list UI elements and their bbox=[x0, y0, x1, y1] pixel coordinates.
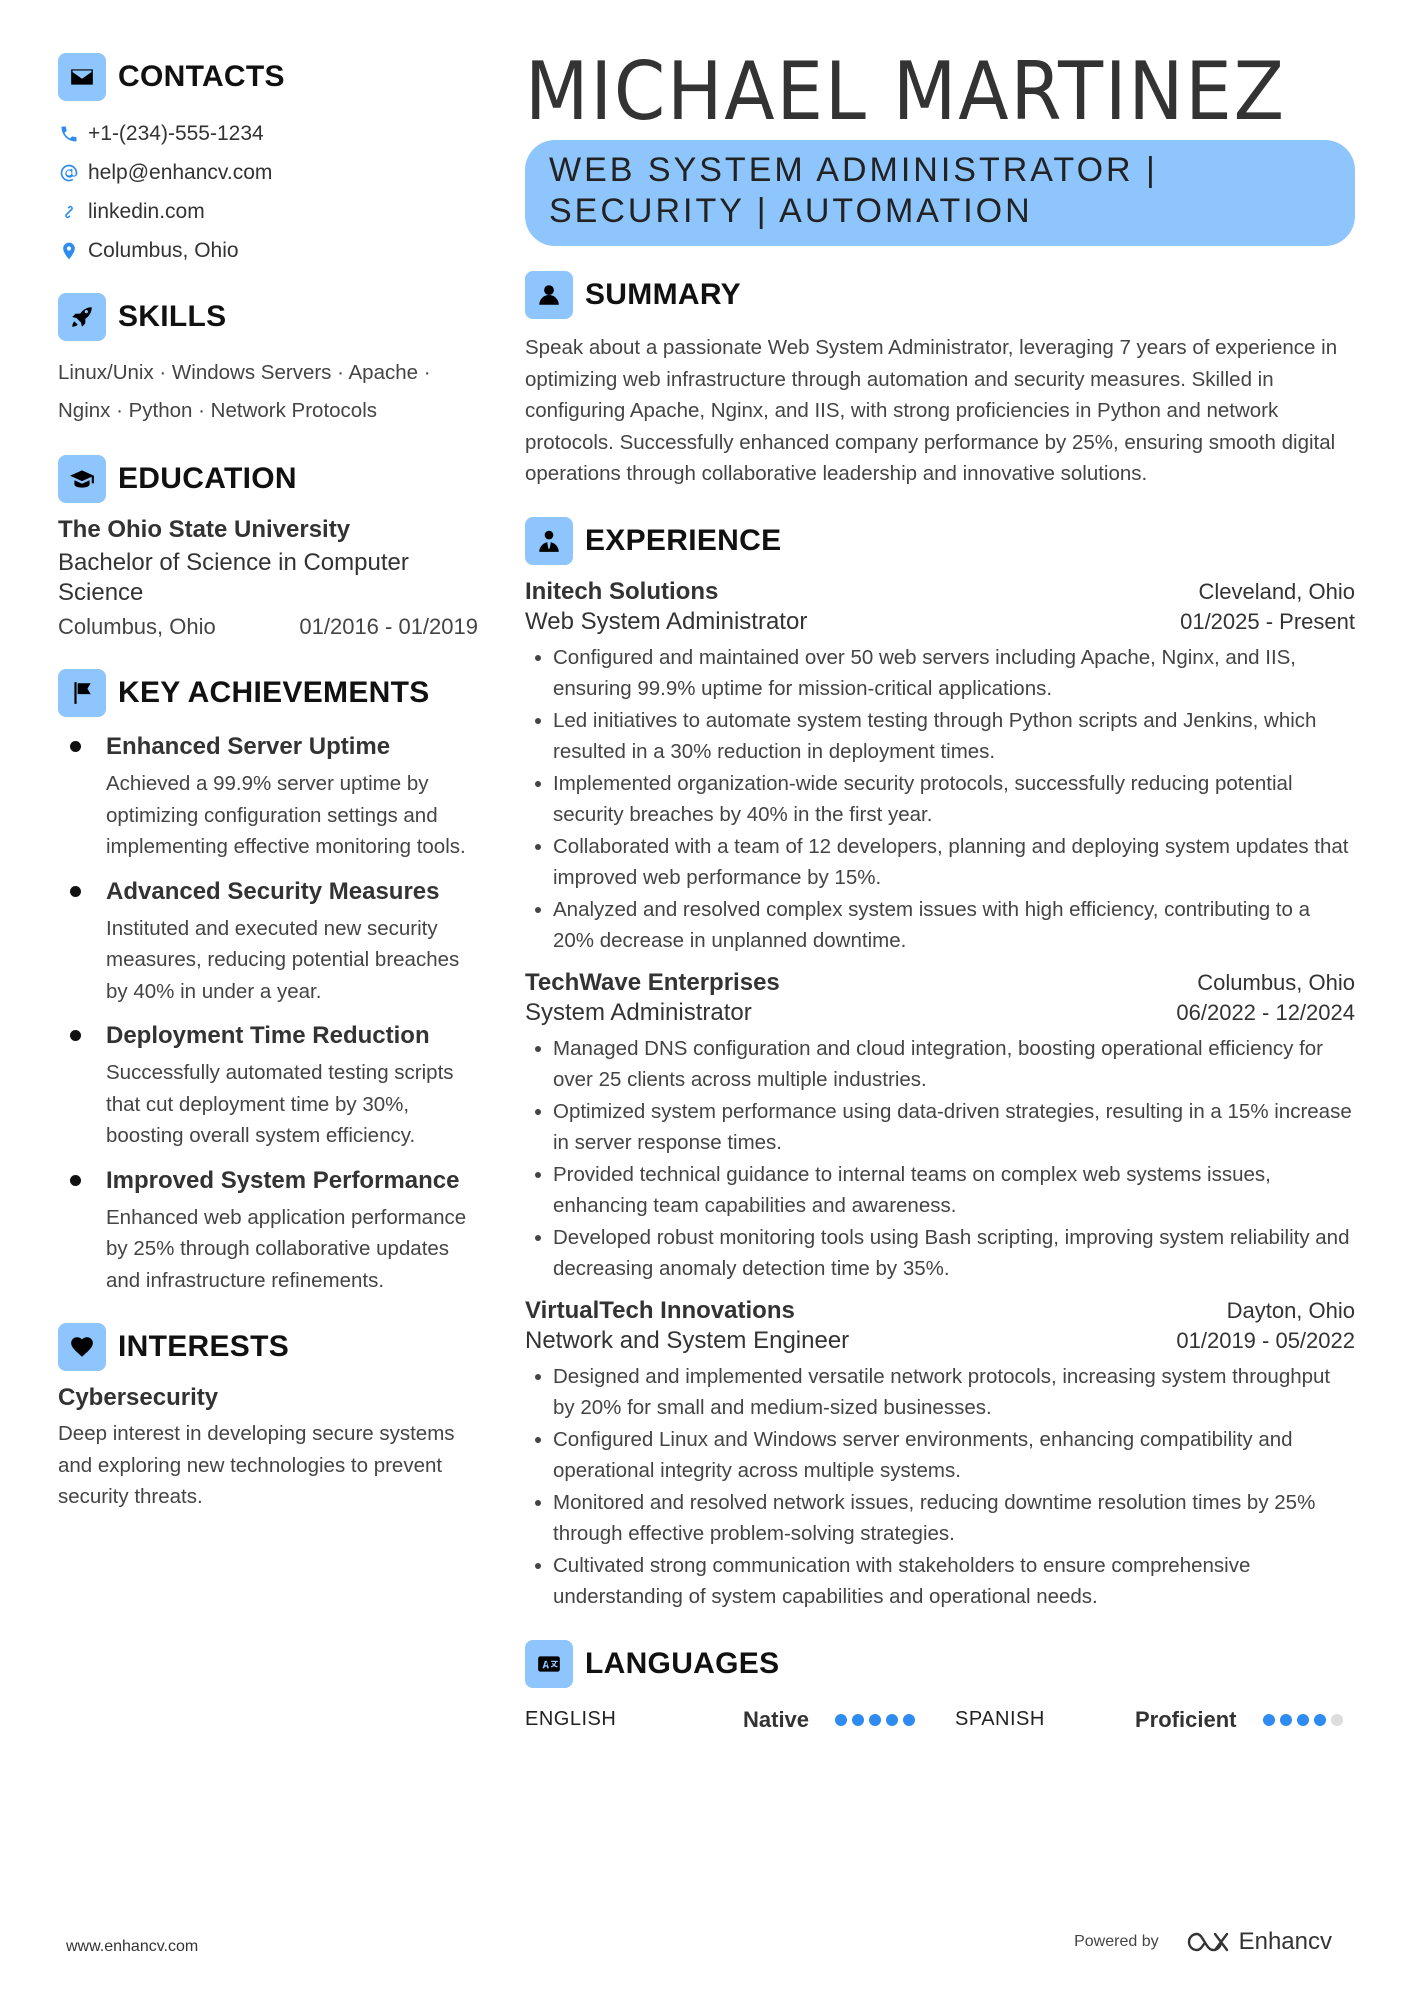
user-icon bbox=[525, 271, 573, 319]
rating-dot bbox=[1280, 1714, 1292, 1726]
achievements-header bbox=[58, 668, 478, 718]
contact-phone[interactable] bbox=[58, 114, 478, 153]
rocket-icon bbox=[58, 293, 106, 341]
summary-text: Speak about a passionate Web System Administrator, leveraging 7 years of experience in optimizing web infrastructure through automation and security measures. Skilled in configuring Apache, Nginx, and IIS, with strong proficiencies in Python and network protocols. Successfully enhanced company performance by 25%, ensuring smooth digital operations through collaborative leadership and innovative solutions. bbox=[525, 336, 1338, 485]
language-rating bbox=[835, 1714, 955, 1726]
contacts-header bbox=[58, 52, 478, 102]
education-degree: Bachelor of Science in Computer Science bbox=[58, 549, 409, 606]
achievement-item bbox=[58, 877, 478, 1008]
bullet-dot bbox=[70, 886, 81, 897]
education-school: The Ohio State University bbox=[58, 516, 351, 543]
job-bullet: Analyzed and resolved complex system issues with high efficiency, contributing to a 20% decrease in unplanned downtime. bbox=[525, 894, 1355, 957]
job-company: VirtualTech Innovations bbox=[525, 1296, 795, 1324]
contacts-section bbox=[58, 52, 478, 270]
rating-dot bbox=[835, 1714, 847, 1726]
bullet-dot bbox=[70, 1030, 81, 1041]
achievement-item bbox=[58, 732, 478, 863]
achievement-desc: Instituted and executed new security measures, reducing potential breaches by 40% in under a year. bbox=[106, 916, 460, 1003]
footer-website[interactable]: www.enhancv.com bbox=[66, 1938, 199, 1955]
contact-linkedin[interactable] bbox=[58, 192, 478, 231]
job-dates: 01/2019 - 05/2022 bbox=[1176, 1327, 1355, 1353]
skills-heading: SKILLS bbox=[118, 300, 227, 333]
interests-header bbox=[58, 1322, 478, 1372]
achievements-heading: KEY ACHIEVEMENTS bbox=[118, 676, 430, 709]
businessperson-icon bbox=[525, 517, 573, 565]
education-section bbox=[58, 454, 478, 640]
languages-section bbox=[525, 1639, 1355, 1733]
job-bullet: Designed and implemented versatile network protocols, increasing system throughput by 20% for small and medium-sized businesses. bbox=[525, 1361, 1355, 1424]
powered-by-label: Powered by bbox=[1074, 1933, 1159, 1950]
achievement-item bbox=[58, 1166, 478, 1297]
location-pin-icon bbox=[58, 240, 80, 262]
job-entry bbox=[525, 969, 1355, 1285]
job-bullet: Developed robust monitoring tools using Bash scripting, improving system reliability and decreasing anomaly detection time by 35%. bbox=[525, 1222, 1355, 1285]
rating-dot bbox=[869, 1714, 881, 1726]
experience-header bbox=[525, 516, 1355, 566]
job-bullet: Cultivated strong communication with stakeholders to ensure comprehensive understanding of system capabilities and operational needs. bbox=[525, 1550, 1355, 1613]
right-column bbox=[525, 44, 1355, 1733]
job-location: Cleveland, Ohio bbox=[1198, 578, 1355, 604]
job-bullet: Configured Linux and Windows server environments, enhancing compatibility and operational integrity across multiple systems. bbox=[525, 1424, 1355, 1487]
email-text: help@enhancv.com bbox=[88, 160, 273, 184]
job-bullet: Collaborated with a team of 12 developers, planning and deploying system updates that improved web performance by 15%. bbox=[525, 831, 1355, 894]
achievement-item bbox=[58, 1021, 478, 1152]
job-role: Web System Administrator bbox=[525, 607, 808, 635]
job-bullet: Monitored and resolved network issues, reducing downtime resolution times by 25% through effective problem-solving strategies. bbox=[525, 1487, 1355, 1550]
link-icon bbox=[58, 201, 80, 223]
job-role: System Administrator bbox=[525, 998, 752, 1026]
rating-dot bbox=[1331, 1714, 1343, 1726]
rating-dot bbox=[852, 1714, 864, 1726]
languages-heading: LANGUAGES bbox=[585, 1646, 780, 1680]
job-company: TechWave Enterprises bbox=[525, 968, 780, 996]
contact-email[interactable] bbox=[58, 153, 478, 192]
achievements-section bbox=[58, 668, 478, 1296]
languages-row bbox=[525, 1707, 1355, 1733]
job-bullet: Provided technical guidance to internal teams on complex web systems issues, enhancing team capabilities and awareness. bbox=[525, 1159, 1355, 1222]
job-bullet: Configured and maintained over 50 web servers including Apache, Nginx, and IIS, ensuring 99.9% uptime for mission-critical applications. bbox=[525, 642, 1355, 705]
phone-text: +1-(234)-555-1234 bbox=[88, 121, 264, 145]
education-dates: 01/2016 - 01/2019 bbox=[299, 614, 478, 639]
heart-icon bbox=[58, 1323, 106, 1371]
skills-section bbox=[58, 292, 478, 430]
job-title-line2: SECURITY | AUTOMATION bbox=[549, 192, 1033, 230]
job-role: Network and System Engineer bbox=[525, 1326, 850, 1354]
job-location: Dayton, Ohio bbox=[1226, 1297, 1355, 1323]
linkedin-text: linkedin.com bbox=[88, 199, 205, 223]
achievement-title: Enhanced Server Uptime bbox=[106, 733, 391, 760]
job-bullet: Implemented organization-wide security protocols, successfully reducing potential security breaches by 40% in the first year. bbox=[525, 768, 1355, 831]
contacts-heading: CONTACTS bbox=[118, 60, 285, 93]
footer-branding bbox=[1074, 1928, 1332, 1956]
contact-location bbox=[58, 231, 478, 270]
achievement-title: Improved System Performance bbox=[106, 1166, 460, 1194]
rating-dot bbox=[886, 1714, 898, 1726]
job-dates: 01/2025 - Present bbox=[1180, 608, 1355, 634]
rating-dot bbox=[1297, 1714, 1309, 1726]
education-header bbox=[58, 454, 478, 504]
rating-dot bbox=[1263, 1714, 1275, 1726]
education-meta bbox=[58, 614, 478, 640]
rating-dot bbox=[1314, 1714, 1326, 1726]
job-bullet: Managed DNS configuration and cloud integration, boosting operational efficiency for over 25 clients across multiple industries. bbox=[525, 1033, 1355, 1096]
achievement-desc: Achieved a 99.9% server uptime by optimizing configuration settings and implementing effective monitoring tools. bbox=[106, 772, 466, 858]
job-company: Initech Solutions bbox=[525, 577, 719, 605]
graduation-cap-icon bbox=[58, 455, 106, 503]
job-title-line1: WEB SYSTEM ADMINISTRATOR | bbox=[549, 151, 1158, 189]
language-rating bbox=[1263, 1714, 1343, 1726]
bullet-dot bbox=[70, 1175, 81, 1186]
achievement-title: Deployment Time Reduction bbox=[106, 1022, 430, 1049]
interest-title: Cybersecurity bbox=[58, 1384, 219, 1411]
interests-heading: INTERESTS bbox=[118, 1330, 290, 1363]
candidate-name: MICHAEL MARTINEZ bbox=[525, 45, 1286, 138]
language-level: Proficient bbox=[1135, 1706, 1237, 1732]
job-bullet: Led initiatives to automate system testing through Python scripts and Jenkins, which resulted in a 30% reduction in deployment times. bbox=[525, 705, 1355, 768]
job-entry bbox=[525, 1297, 1355, 1613]
rating-dot bbox=[903, 1714, 915, 1726]
skills-list: Linux/Unix · Windows Servers · Apache · Nginx · Python · Network Protocols bbox=[58, 361, 431, 422]
summary-heading: SUMMARY bbox=[585, 278, 741, 311]
bullet-dot bbox=[70, 741, 81, 752]
language-name: ENGLISH bbox=[525, 1708, 617, 1730]
interest-desc: Deep interest in developing secure systems and exploring new technologies to prevent security threats. bbox=[58, 1422, 455, 1508]
achievement-desc: Successfully automated testing scripts that cut deployment time by 30%, boosting overall system efficiency. bbox=[106, 1061, 454, 1147]
skills-header bbox=[58, 292, 478, 342]
education-location: Columbus, Ohio bbox=[58, 614, 216, 639]
job-entry bbox=[525, 578, 1355, 957]
achievement-desc: Enhanced web application performance by 25% through collaborative updates and infrastructure refinements. bbox=[106, 1205, 467, 1292]
at-icon bbox=[58, 162, 80, 184]
education-heading: EDUCATION bbox=[118, 462, 297, 495]
enhancv-logo[interactable] bbox=[1185, 1928, 1332, 1956]
translate-icon bbox=[525, 1640, 573, 1688]
languages-header bbox=[525, 1639, 1355, 1689]
job-title-banner bbox=[525, 140, 1355, 246]
job-location: Columbus, Ohio bbox=[1197, 969, 1355, 995]
flag-icon bbox=[58, 669, 106, 717]
summary-header bbox=[525, 270, 1355, 320]
language-name: SPANISH bbox=[955, 1708, 1045, 1730]
job-bullet: Optimized system performance using data-driven strategies, resulting in a 15% increase in server response times. bbox=[525, 1096, 1355, 1159]
interests-section bbox=[58, 1322, 478, 1513]
enhancv-logo-icon bbox=[1185, 1929, 1231, 1955]
experience-heading: EXPERIENCE bbox=[585, 523, 782, 557]
enhancv-brand-text: Enhancv bbox=[1238, 1928, 1332, 1955]
experience-section bbox=[525, 516, 1355, 1613]
location-text: Columbus, Ohio bbox=[88, 238, 239, 262]
left-column bbox=[58, 52, 478, 1513]
phone-icon bbox=[58, 123, 80, 145]
language-level: Native bbox=[743, 1706, 810, 1732]
envelope-icon bbox=[58, 53, 106, 101]
job-dates: 06/2022 - 12/2024 bbox=[1176, 999, 1355, 1025]
summary-section bbox=[525, 270, 1355, 490]
achievement-title: Advanced Security Measures bbox=[106, 877, 440, 905]
